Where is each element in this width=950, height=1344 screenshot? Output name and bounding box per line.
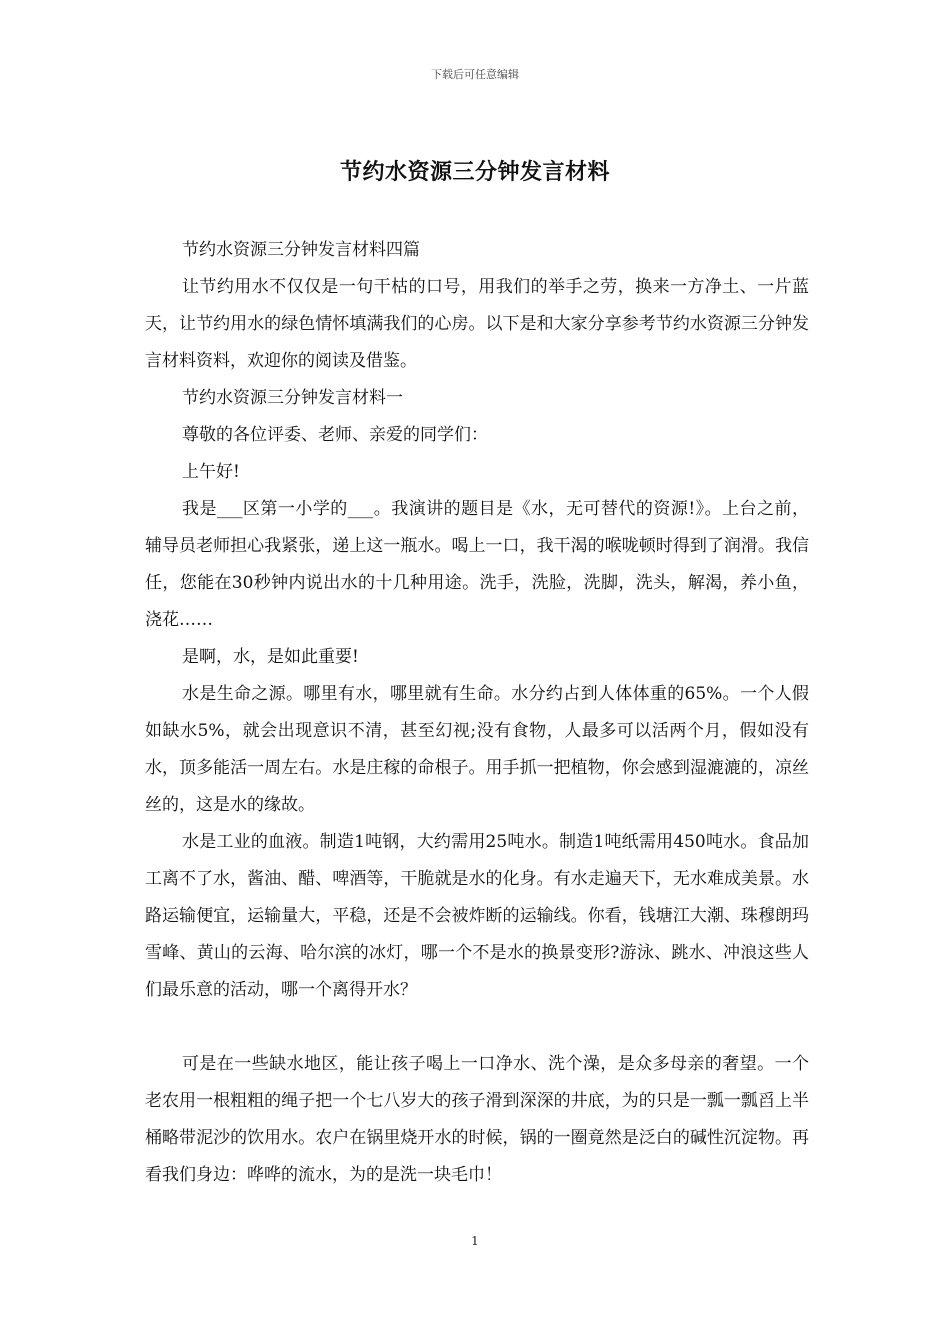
paragraph-importance: 是啊，水，是如此重要! <box>182 647 359 667</box>
paragraph-greeting: 上午好! <box>182 462 240 482</box>
paragraph-speech-opening: 我是___区第一小学的___。我演讲的题目是《水，无可替代的资源!》。上台之前，辅导员老师担心我紧张，递上这一瓶水。喝上一口，我干渴的喉咙顿时得到了润滑。我信任，您能在30秒钟内说出水的十几种用途。洗手，洗脸，洗脚，洗头，解渴，养小鱼，浇花…… <box>145 499 809 630</box>
paragraph-section-heading: 节约水资源三分钟发言材料一 <box>182 388 403 408</box>
paragraph-subtitle: 节约水资源三分钟发言材料四篇 <box>182 240 420 260</box>
document-title: 节约水资源三分钟发言材料 <box>339 159 610 185</box>
paragraph-scarcity: 可是在一些缺水地区，能让孩子喝上一口净水、洗个澡，是众多母亲的奢望。一个老农用一根粗粗的绳子把一个七八岁大的孩子滑到深深的井底，为的只是一瓢一瓢舀上半桶略带泥沙的饮用水。农户在锅里烧开水的时候，锅的一圈竟然是泛白的碱性沉淀物。再看我们身边：哗哗的流水，为的是洗一块毛巾！ <box>145 1054 809 1185</box>
page-header-note: 下载后可任意编辑 <box>431 68 519 81</box>
paragraph-intro: 让节约用水不仅仅是一句干枯的口号，用我们的举手之劳，换来一方净土、一片蓝天，让节约用水的绿色情怀填满我们的心房。以下是和大家分享参考节约水资源三分钟发言材料资料，欢迎你的阅读及借鉴。 <box>145 277 809 371</box>
document-body <box>145 232 809 1194</box>
paragraph-industry: 水是工业的血液。制造1吨钢，大约需用25吨水。制造1吨纸需用450吨水。食品加工离不了水，酱油、醋、啤酒等，干脆就是水的化身。有水走遍天下，无水难成美景。水路运输便宜，运输量大，平稳，还是不会被炸断的运输线。你看，钱塘江大潮、珠穆朗玛雪峰、黄山的云海、哈尔滨的冰灯，哪一个不是水的换景变形?游泳、跳水、冲浪这些人们最乐意的活动，哪一个离得开水？ <box>145 832 809 1000</box>
paragraph-source-of-life: 水是生命之源。哪里有水，哪里就有生命。水分约占到人体体重的65%。一个人假如缺水5%，就会出现意识不清，甚至幻视;没有食物，人最多可以活两个月，假如没有水，顶多能活一周左右。水是庄稼的命根子。用手抓一把植物，你会感到湿漉漉的，凉丝丝的，这是水的缘故。 <box>145 684 809 815</box>
paragraph-salutation: 尊敬的各位评委、老师、亲爱的同学们： <box>182 425 488 445</box>
page-number: 1 <box>471 1234 479 1248</box>
